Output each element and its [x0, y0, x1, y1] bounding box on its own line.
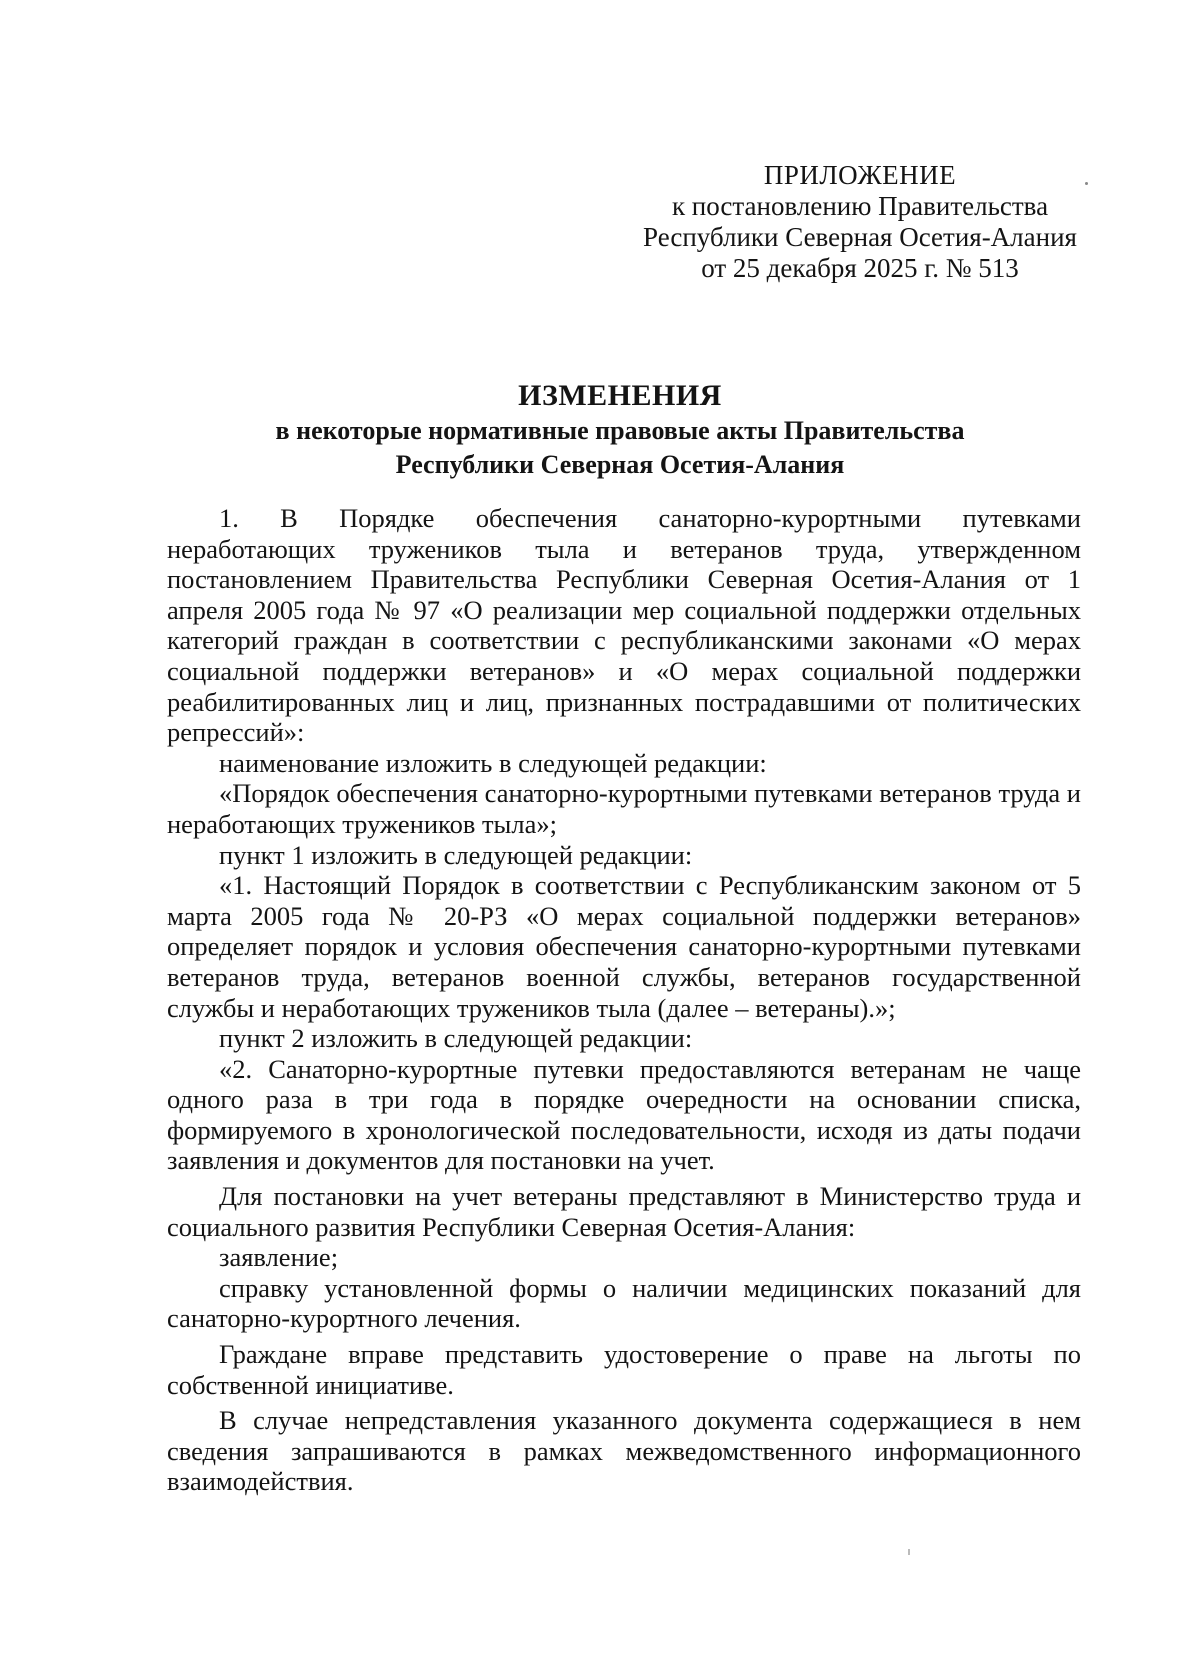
document-body	[167, 503, 1081, 1497]
scan-speck	[908, 1549, 910, 1555]
appendix-line: Республики Северная Осетия-Алания	[643, 222, 1077, 252]
paragraph: В случае непредставления указанного документа содержащиеся в нем сведения запрашиваются в рамках межведомственного информационного взаимодействия.	[167, 1405, 1081, 1497]
paragraph: заявление;	[219, 1242, 339, 1273]
appendix-date-number: от 25 декабря 2025 г. № 513	[701, 253, 1019, 283]
appendix-title: ПРИЛОЖЕНИЕ	[763, 160, 957, 190]
paragraph: пункт 1 изложить в следующей редакции:	[219, 839, 693, 870]
appendix-line: к постановлению Правительства	[671, 191, 1049, 221]
heading-subtitle: в некоторые нормативные правовые акты Правительства	[275, 416, 965, 445]
paragraph: пункт 2 изложить в следующей редакции:	[219, 1023, 693, 1054]
appendix-block	[630, 160, 1090, 284]
paragraph: наименование изложить в следующей редакции:	[219, 747, 767, 778]
paragraph: Граждане вправе представить удостоверение о праве на льготы по собственной инициативе.	[167, 1339, 1081, 1400]
document-heading	[160, 378, 1080, 482]
paragraph: Для постановки на учет ветераны представляют в Министерство труда и социального развития Республики Северная Осетия-Алания:	[167, 1181, 1081, 1242]
paragraph: «2. Санаторно-курортные путевки предоставляются ветеранам не чаще одного раза в три года в порядке очередности на основании списка, формируемого в хронологической последовательности, исходя из даты подачи заявления и документов для постановки на учет.	[167, 1053, 1081, 1176]
heading-subtitle: Республики Северная Осетия-Алания	[395, 450, 845, 479]
heading-title: ИЗМЕНЕНИЯ	[518, 379, 722, 412]
paragraph: справку установленной формы о наличии медицинских показаний для санаторно-курортного лечения.	[167, 1272, 1081, 1334]
paragraph: 1. В Порядке обеспечения санаторно-курортными путевками неработающих тружеников тыла и ветеранов труда, утвержденном постановлением Правительства Республики Северная Осетия-Алания от 1 апреля 2005 года № 97 «О реализации мер социальной поддержки отдельных категорий граждан в соответствии с республиканскими законами «О мерах социальной поддержки ветеранов» и «О мерах социальной поддержки реабилитированных лиц и лиц, признанных пострадавшими от политических репрессий»:	[167, 503, 1081, 748]
paragraph: «Порядок обеспечения санаторно-курортными путевками ветеранов труда и неработающих тружеников тыла»;	[167, 778, 1081, 839]
paragraph: «1. Настоящий Порядок в соответствии с Республиканским законом от 5 марта 2005 года № 20-РЗ «О мерах социальной поддержки ветеранов» определяет порядок и условия обеспечения санаторно-курортными путевками ветеранов труда, ветеранов военной службы, ветеранов государственной службы и неработающих тружеников тыла (далее – ветераны).»;	[167, 870, 1081, 1023]
